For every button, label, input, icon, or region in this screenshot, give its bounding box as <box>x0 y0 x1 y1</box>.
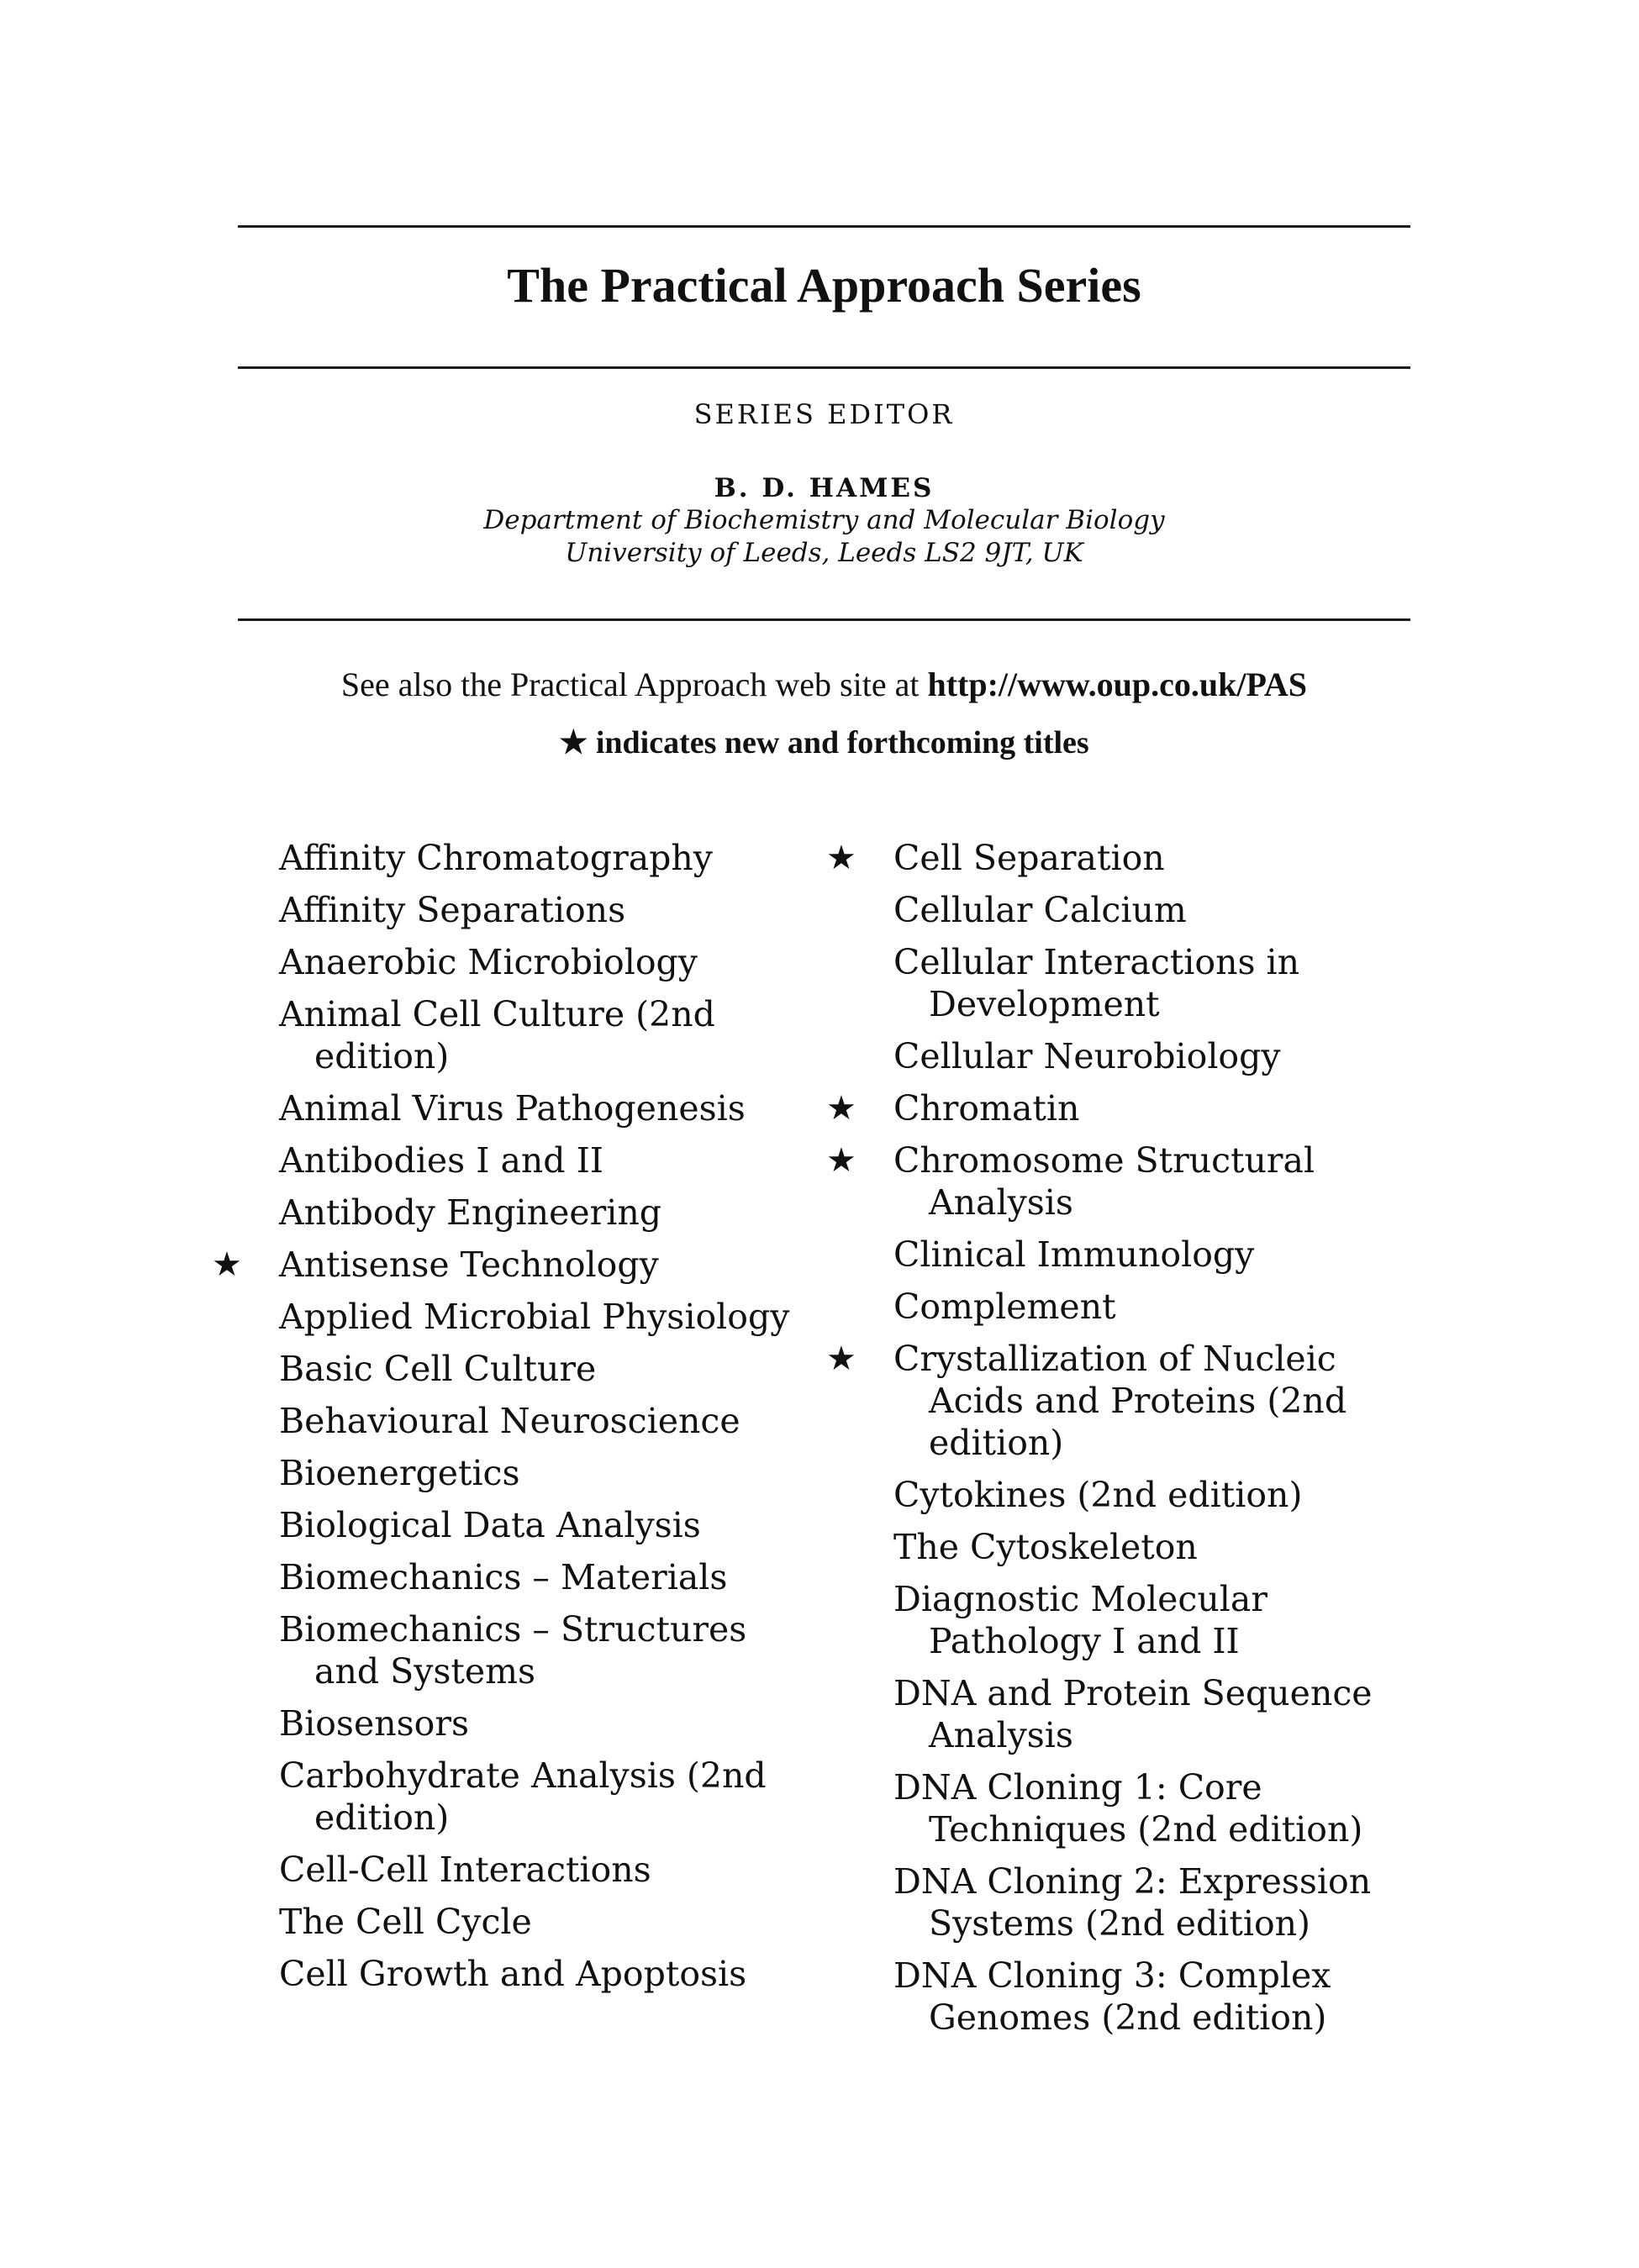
book-title-item <box>279 1139 817 1181</box>
book-title-item <box>893 1672 1415 1756</box>
series-editor-label: SERIES EDITOR <box>693 398 955 430</box>
see-also-text: See also the Practical Approach web site at <box>340 666 928 703</box>
book-title-text: Cellular Interactions in Development <box>893 942 1300 1024</box>
book-title-text: Cellular Neurobiology <box>893 1036 1281 1076</box>
book-title-text: Bioenergetics <box>279 1453 520 1493</box>
editor-department: Department of Biochemistry and Molecular Biology <box>483 505 1165 535</box>
book-title-item <box>279 1087 817 1129</box>
titles-list-right <box>826 837 1415 2049</box>
book-title-text: Animal Cell Culture (2nd edition) <box>279 994 715 1076</box>
book-title-item <box>279 1400 817 1442</box>
book-title-item <box>893 1474 1415 1516</box>
book-title-item <box>279 1953 817 1995</box>
book-title-item <box>893 1860 1415 1944</box>
book-title-text: DNA and Protein Sequence Analysis <box>893 1673 1373 1755</box>
book-title-item <box>279 1296 817 1338</box>
star-icon: ★ <box>826 1141 856 1180</box>
book-title-text: Antibody Engineering <box>279 1192 661 1233</box>
book-title-text: Biomechanics – Structures and Systems <box>279 1609 747 1692</box>
book-title-item <box>279 1901 817 1943</box>
editor-name: B. D. HAMES <box>714 473 935 503</box>
book-title-item <box>893 941 1415 1025</box>
book-title-item <box>279 1504 817 1546</box>
book-title-text: Chromosome Structural Analysis <box>893 1140 1315 1223</box>
book-title-text: Biomechanics – Materials <box>279 1557 728 1597</box>
book-title-item <box>279 837 817 879</box>
book-title-item <box>826 837 1415 879</box>
book-title-text: Affinity Chromatography <box>279 838 713 878</box>
book-title-text: Basic Cell Culture <box>279 1349 597 1389</box>
book-title-text: Clinical Immunology <box>893 1234 1255 1275</box>
book-title-text: DNA Cloning 3: Complex Genomes (2nd edition) <box>893 1955 1331 2038</box>
top-rule <box>238 225 1410 228</box>
book-title-item <box>893 1035 1415 1077</box>
star-icon: ★ <box>212 1245 242 1284</box>
book-title-item <box>279 1348 817 1390</box>
new-titles-note: ★ indicates new and forthcoming titles <box>559 725 1089 760</box>
book-title-text: Antisense Technology <box>279 1245 659 1285</box>
book-title-text: Cell-Cell Interactions <box>279 1850 651 1890</box>
book-title-item <box>893 1955 1415 2039</box>
book-title-item <box>279 1755 817 1839</box>
book-title-item <box>279 1608 817 1692</box>
book-title-item <box>893 1234 1415 1276</box>
book-title-text: Affinity Separations <box>279 890 626 930</box>
book-title-item <box>893 889 1415 931</box>
book-title-text: Crystallization of Nucleic Acids and Proteins (2nd edition) <box>893 1339 1347 1463</box>
book-title-text: Behavioural Neuroscience <box>279 1401 740 1441</box>
star-icon: ★ <box>826 839 856 877</box>
book-title-text: DNA Cloning 2: Expression Systems (2nd edition) <box>893 1861 1372 1944</box>
star-icon: ★ <box>826 1089 856 1128</box>
book-title-text: Cell Separation <box>893 838 1165 878</box>
book-title-text: DNA Cloning 1: Core Techniques (2nd edition) <box>893 1767 1363 1850</box>
book-title-text: Diagnostic Molecular Pathology I and II <box>893 1579 1267 1661</box>
title-rule <box>238 366 1410 369</box>
book-title-text: Cell Growth and Apoptosis <box>279 1954 747 1994</box>
book-title-text: Cellular Calcium <box>893 890 1187 930</box>
book-title-item <box>893 1526 1415 1568</box>
book-title-item <box>893 1578 1415 1662</box>
book-title-text: Cytokines (2nd edition) <box>893 1475 1303 1515</box>
book-title-item <box>826 1338 1415 1464</box>
website-link[interactable]: http://www.oup.co.uk/PAS <box>927 666 1308 703</box>
book-title-text: Antibodies I and II <box>279 1140 603 1181</box>
book-title-item <box>279 1556 817 1598</box>
book-title-text: The Cell Cycle <box>279 1902 532 1942</box>
book-title-item <box>279 1849 817 1891</box>
book-title-text: Chromatin <box>893 1088 1080 1129</box>
book-title-item <box>279 1452 817 1494</box>
series-title: The Practical Approach Series <box>507 258 1141 313</box>
book-title-item <box>279 941 817 983</box>
book-title-text: Complement <box>893 1287 1116 1327</box>
book-title-item <box>279 993 817 1077</box>
book-title-text: Animal Virus Pathogenesis <box>279 1088 746 1129</box>
book-title-text: Anaerobic Microbiology <box>279 942 698 982</box>
book-title-text: The Cytoskeleton <box>893 1527 1198 1567</box>
editor-university: University of Leeds, Leeds LS2 9JT, UK <box>565 538 1083 568</box>
book-title-item <box>279 1192 817 1234</box>
book-title-text: Applied Microbial Physiology <box>279 1297 790 1337</box>
book-title-item <box>279 1702 817 1744</box>
book-title-item <box>279 889 817 931</box>
titles-list-left <box>212 837 817 2005</box>
book-title-text: Biosensors <box>279 1703 470 1744</box>
editor-rule <box>238 618 1410 621</box>
book-title-item <box>826 1139 1415 1223</box>
book-title-text: Biological Data Analysis <box>279 1505 701 1545</box>
book-title-item <box>826 1087 1415 1129</box>
book-title-item <box>212 1244 817 1286</box>
see-also-line <box>238 664 1410 706</box>
book-title-item <box>893 1766 1415 1850</box>
book-title-item <box>893 1286 1415 1328</box>
star-icon: ★ <box>826 1339 856 1378</box>
book-title-text: Carbohydrate Analysis (2nd edition) <box>279 1755 767 1838</box>
